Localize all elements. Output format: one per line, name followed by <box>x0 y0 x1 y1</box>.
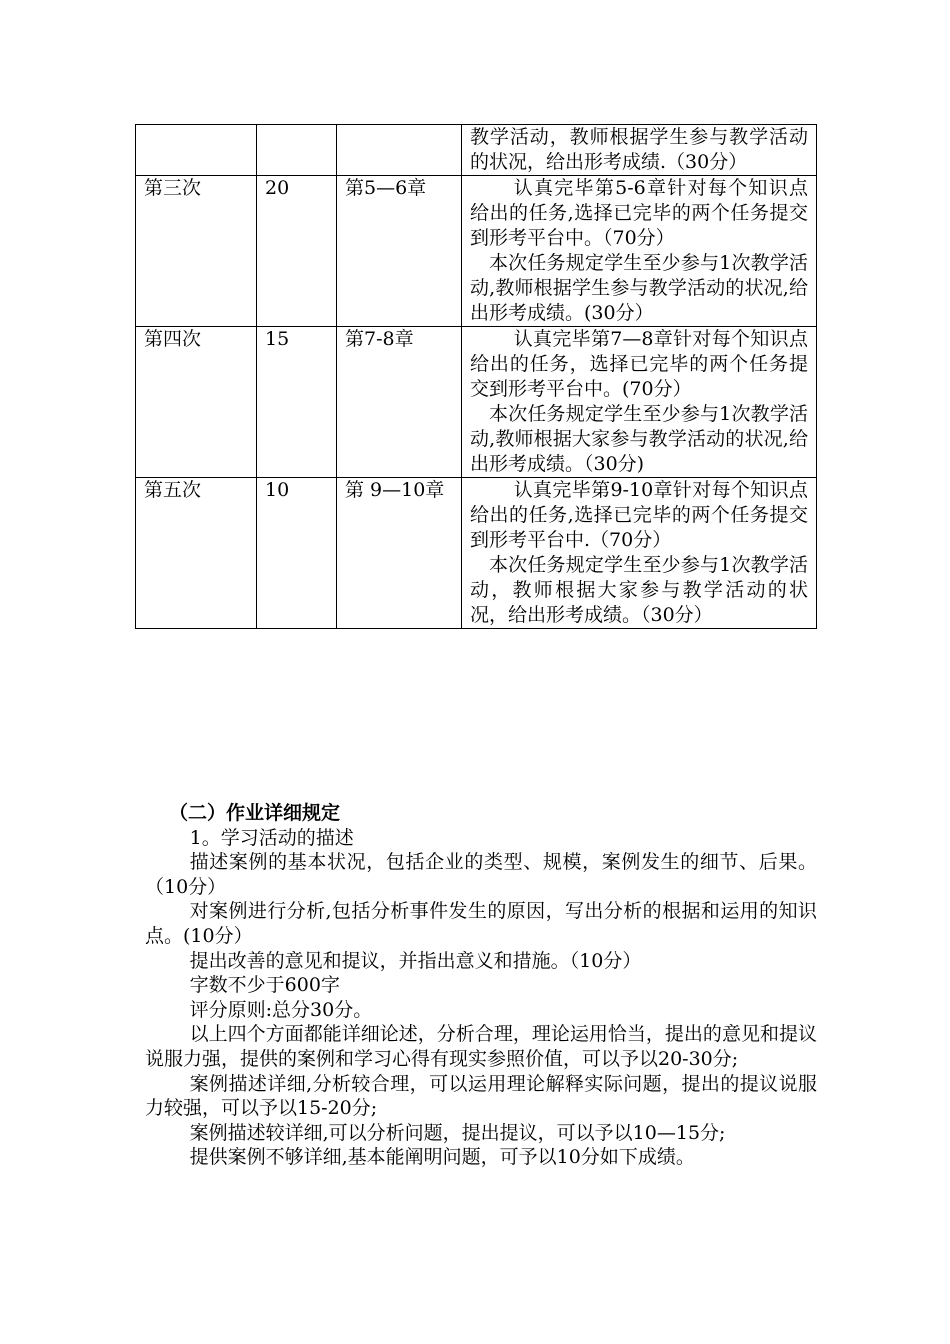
task-name-cell: 第三次 <box>136 176 257 327</box>
chapters-cell <box>337 125 462 176</box>
section-paragraph: 以上四个方面都能详细论述，分析合理，理论运用恰当，提出的意见和提议说服力强，提供的案例和学习心得有现实参照价值，可以予以20-30分; <box>145 1023 817 1070</box>
task-description-paragraph: 本次任务规定学生至少参与1次教学活动，教师根据大家参与教学活动的状况，给出形考成绩。（30分） <box>470 554 808 626</box>
section-paragraph: 评分原则:总分30分。 <box>189 998 373 1021</box>
task-description-paragraph: 认真完毕第9-10章针对每个知识点给出的任务,选择已完毕的两个任务提交到形考平台中.（70分） <box>470 479 808 551</box>
task-name-cell: 第五次 <box>136 478 257 629</box>
score-cell: 20 <box>257 176 337 327</box>
task-description-cell <box>462 125 817 176</box>
section-paragraph: 案例描述详细,分析较合理，可以运用理论解释实际问题，提出的提议说服力较强，可以予以15-20分; <box>145 1072 817 1120</box>
requirements-section <box>145 801 817 1170</box>
table-row <box>136 327 817 478</box>
section-heading: （二）作业详细规定 <box>169 802 341 824</box>
chapters-cell: 第 9—10章 <box>337 478 462 629</box>
score-cell <box>257 125 337 176</box>
table-row <box>136 125 817 176</box>
section-paragraphs <box>145 826 817 1170</box>
task-description-cell <box>462 478 817 629</box>
section-paragraph: 1。学习活动的描述 <box>189 826 354 849</box>
task-description-paragraph: 本次任务规定学生至少参与1次教学活动,教师根据大家参与教学活动的状况,给出形考成绩。（30分) <box>470 403 808 475</box>
table-row <box>136 478 817 629</box>
task-description-paragraph: 本次任务规定学生至少参与1次教学活动,教师根据学生参与教学活动的状况,给出形考成绩。(30分） <box>470 252 808 324</box>
section-paragraph: 字数不少于600字 <box>189 974 340 997</box>
chapters-cell: 第5—6章 <box>337 176 462 327</box>
section-paragraph: 提出改善的意见和提议，并指出意义和措施。（10分） <box>189 949 642 972</box>
section-paragraph: 对案例进行分析,包括分析事件发生的原因，写出分析的根据和运用的知识点。(10分） <box>145 900 817 947</box>
schedule-table <box>135 124 817 629</box>
task-description-cell <box>462 327 817 478</box>
task-description-cell <box>462 176 817 327</box>
task-name-cell: 第四次 <box>136 327 257 478</box>
score-cell: 15 <box>257 327 337 478</box>
task-description-paragraph: 教学活动，教师根据学生参与教学活动的状况，给出形考成绩.（30分） <box>470 126 808 173</box>
section-paragraph: 描述案例的基本状况，包括企业的类型、规模，案例发生的细节、后果。（10分） <box>145 851 817 898</box>
section-paragraph: 案例描述较详细,可以分析问题，提出提议，可以予以10—15分; <box>189 1121 726 1144</box>
task-description-paragraph: 认真完毕第5-6章针对每个知识点给出的任务,选择已完毕的两个任务提交到形考平台中。（70分） <box>470 177 808 249</box>
task-name-cell <box>136 125 257 176</box>
table-row <box>136 176 817 327</box>
chapters-cell: 第7-8章 <box>337 327 462 478</box>
score-cell: 10 <box>257 478 337 629</box>
task-description-paragraph: 认真完毕第7—8章针对每个知识点给出的任务，选择已完毕的两个任务提交到形考平台中。(70分） <box>470 328 808 400</box>
section-paragraph: 提供案例不够详细,基本能阐明问题，可予以10分如下成绩。 <box>189 1146 695 1169</box>
